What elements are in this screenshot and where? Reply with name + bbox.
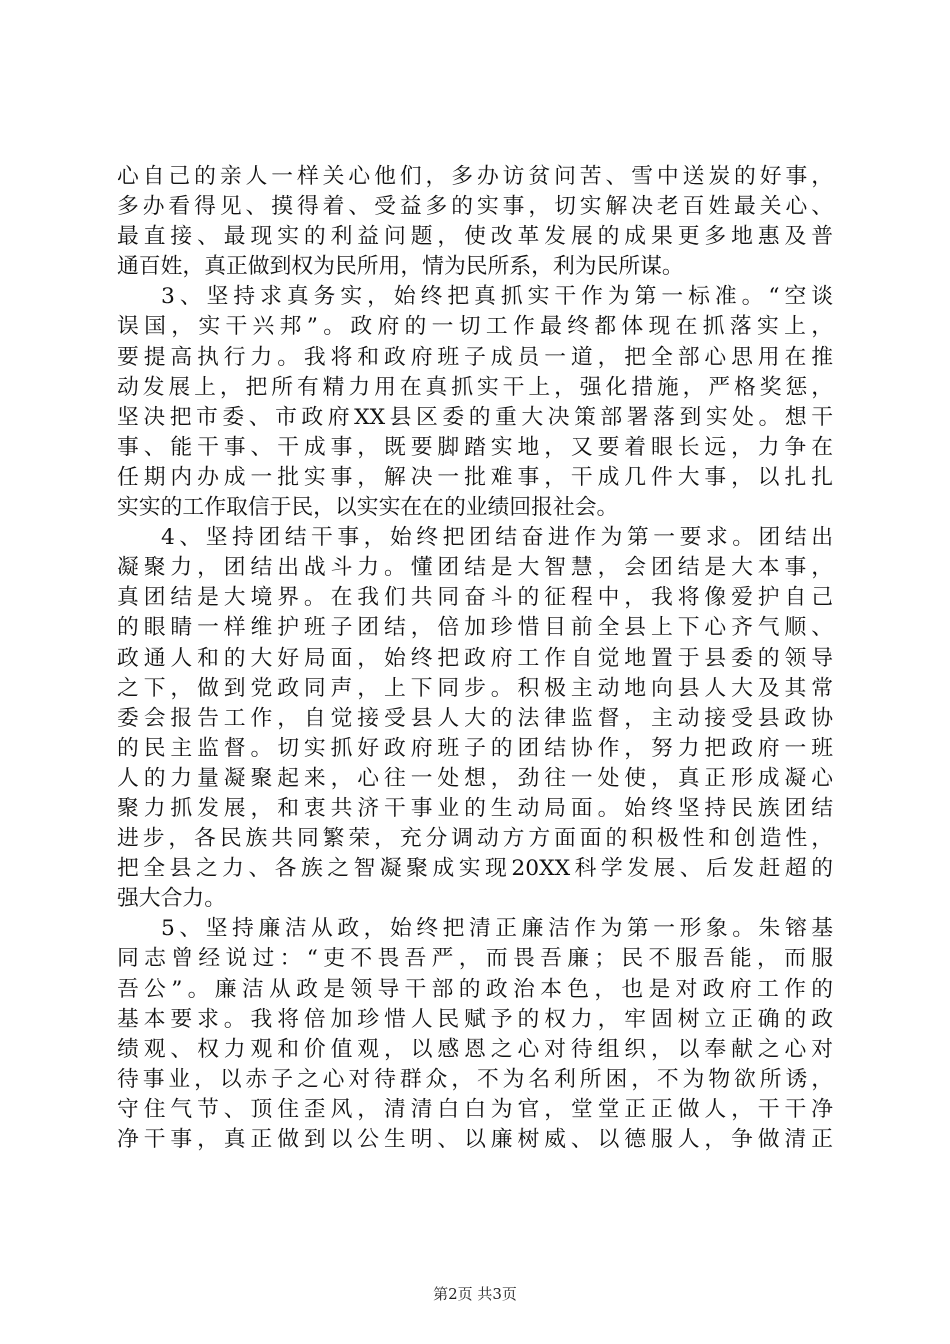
text-line: 委会报告工作，自觉接受县人大的法律监督，主动接受县政协 [117,705,833,731]
text-line: 任期内办成一批实事，解决一批难事，干成几件大事，以扎扎 [117,464,833,490]
text-line: 的民主监督。切实抓好政府班子的团结协作，努力把政府一班 [117,735,833,761]
body-text [117,162,833,1155]
text-line: 政通人和的大好局面，始终把政府工作自觉地置于县委的领导 [117,645,833,671]
text-line: 真团结是大境界。在我们共同奋斗的征程中，我将像爱护自己 [117,585,833,611]
text-line: 绩观、权力观和价值观，以感恩之心对待组织，以奉献之心对 [117,1036,833,1062]
text-line: 凝聚力，团结出战斗力。懂团结是大智慧，会团结是大本事， [117,555,833,581]
text-line: 进步，各民族共同繁荣，充分调动方方面面的积极性和创造性， [117,826,833,852]
text-line: 事、能干事、干成事，既要脚踏实地，又要着眼长远，力争在 [117,434,833,460]
text-line: 误国，实干兴邦”。政府的一切工作最终都体现在抓落实上， [117,314,833,340]
text-line: 聚力抓发展，和衷共济干事业的生动局面。始终坚持民族团结 [117,795,833,821]
text-line: 多办看得见、摸得着、受益多的实事，切实解决老百姓最关心、 [117,194,833,220]
text-line: 基本要求。我将倍加珍惜人民赋予的权力，牢固树立正确的政 [117,1006,833,1032]
text-line: 实实的工作取信于民，以实实在在的业绩回报社会。 [117,495,619,521]
text-line: 吾公”。廉洁从政是领导干部的政治本色，也是对政府工作的 [117,976,833,1002]
paragraph-4-heading-line: 4、坚持团结干事，始终把团结奋进作为第一要求。团结出 [161,525,833,551]
text-line: 净干事，真正做到以公生明、以廉树威、以德服人，争做清正 [117,1127,833,1152]
text-line: 的眼睛一样维护班子团结，倍加珍惜目前全县上下心齐气顺、 [117,615,833,641]
text-line: 人的力量凝聚起来，心往一处想，劲往一处使，真正形成凝心 [117,765,833,791]
text-line: 通百姓，真正做到权为民所用，情为民所系，利为民所谋。 [117,254,684,280]
page-number-footer: 第2页 共3页 [433,1285,517,1303]
text-line: 坚决把市委、市政府XX县区委的重大决策部署落到实处。想干 [117,404,833,430]
text-line: 强大合力。 [117,886,226,912]
text-line: 之下，做到党政同声，上下同步。积极主动地向县人大及其常 [117,675,833,701]
paragraph-3-heading-line: 3、坚持求真务实，始终把真抓实干作为第一标准。“空谈 [161,284,833,310]
paragraph-5-heading-line: 5、坚持廉洁从政，始终把清正廉洁作为第一形象。朱镕基 [161,916,833,942]
text-line: 最直接、最现实的利益问题，使改革发展的成果更多地惠及普 [117,224,833,250]
text-line: 同志曾经说过：“吏不畏吾严，而畏吾廉；民不服吾能，而服 [117,946,833,972]
text-line: 心自己的亲人一样关心他们，多办访贫问苦、雪中送炭的好事， [117,164,833,189]
text-line: 守住气节、顶住歪风，清清白白为官，堂堂正正做人，干干净 [117,1096,833,1122]
text-line: 把全县之力、各族之智凝聚成实现20XX科学发展、后发赶超的 [117,856,833,882]
text-line: 待事业，以赤子之心对待群众，不为名利所困，不为物欲所诱， [117,1066,833,1092]
text-line: 动发展上，把所有精力用在真抓实干上，强化措施，严格奖惩， [117,374,833,400]
text-line: 要提高执行力。我将和政府班子成员一道，把全部心思用在推 [117,344,833,370]
